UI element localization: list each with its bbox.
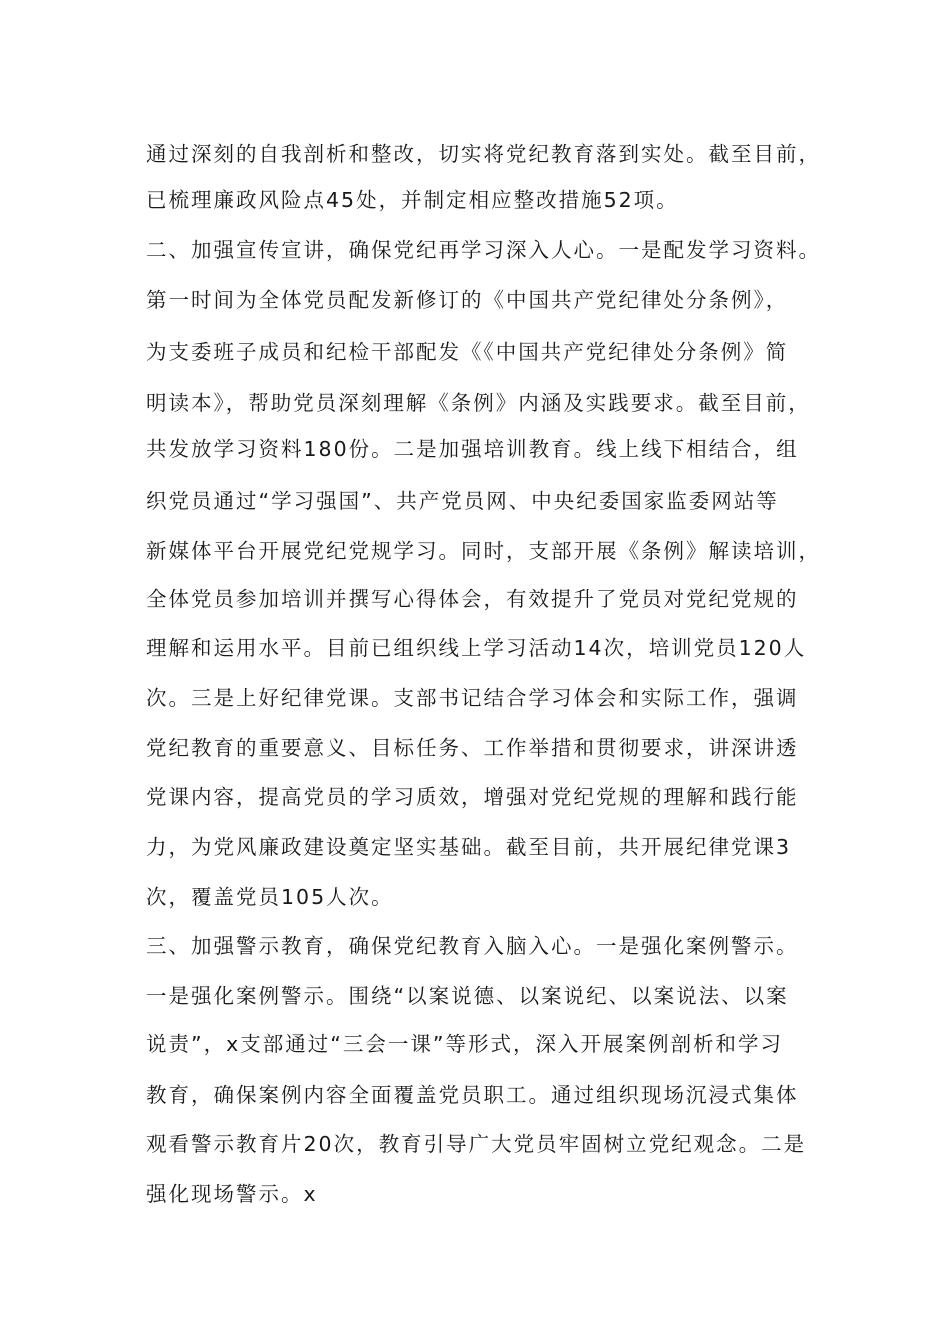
section-heading-line: 二、加强宣传宣讲，确保党纪再学习深入人心。一是配发学习资料。	[146, 238, 821, 262]
text-line: 说责”，x支部通过“三会一课”等形式，深入开展案例剖析和学习	[146, 1032, 783, 1056]
text-line: 第一时间为全体党员配发新修订的《中国共产党纪律处分条例》，	[146, 288, 789, 312]
section-heading-line: 三、加强警示教育，确保党纪教育入脑入心。一是强化案例警示。	[146, 934, 799, 958]
text-line: 强化现场警示。x	[146, 1182, 318, 1206]
text-line: 教育，确保案例内容全面覆盖党员职工。通过组织现场沉浸式集体	[146, 1083, 799, 1107]
text-line: 共发放学习资料180份。二是加强培训教育。线上线下相结合，组	[146, 437, 799, 461]
text-line: 已梳理廉政风险点45处，并制定相应整改措施52项。	[146, 188, 679, 212]
text-line: 次。三是上好纪律党课。支部书记结合学习体会和实际工作，强调	[146, 686, 799, 710]
text-line: 一是强化案例警示。围绕“以案说德、以案说纪、以案说法、以案	[146, 984, 789, 1008]
text-line: 为支委班子成员和纪检干部配发《《中国共产党纪律处分条例》简	[146, 340, 789, 364]
text-line: 次，覆盖党员105人次。	[146, 885, 394, 909]
text-line: 观看警示教育片20次，教育引导广大党员牢固树立党纪观念。二是	[146, 1132, 807, 1156]
text-line: 党纪教育的重要意义、目标任务、工作举措和贯彻要求，讲深讲透	[146, 736, 799, 760]
text-line: 通过深刻的自我剖析和整改，切实将党纪教育落到实处。截至目前，	[146, 142, 821, 166]
text-line: 全体党员参加培训并撰写心得体会，有效提升了党员对党纪党规的	[146, 587, 799, 611]
text-line: 党课内容，提高党员的学习质效，增强对党纪党规的理解和践行能	[146, 785, 799, 809]
text-line: 明读本》，帮助党员深刻理解《条例》内涵及实践要求。截至目前，	[146, 391, 811, 415]
text-line: 力，为党风廉政建设奠定坚实基础。截至目前，共开展纪律党课3	[146, 835, 792, 859]
text-line: 新媒体平台开展党纪党规学习。同时，支部开展《条例》解读培训，	[146, 539, 821, 563]
text-line: 理解和运用水平。目前已组织线上学习活动14次，培训党员120人	[146, 636, 807, 660]
text-line: 织党员通过“学习强国”、共产党员网、中央纪委国家监委网站等	[146, 489, 779, 513]
